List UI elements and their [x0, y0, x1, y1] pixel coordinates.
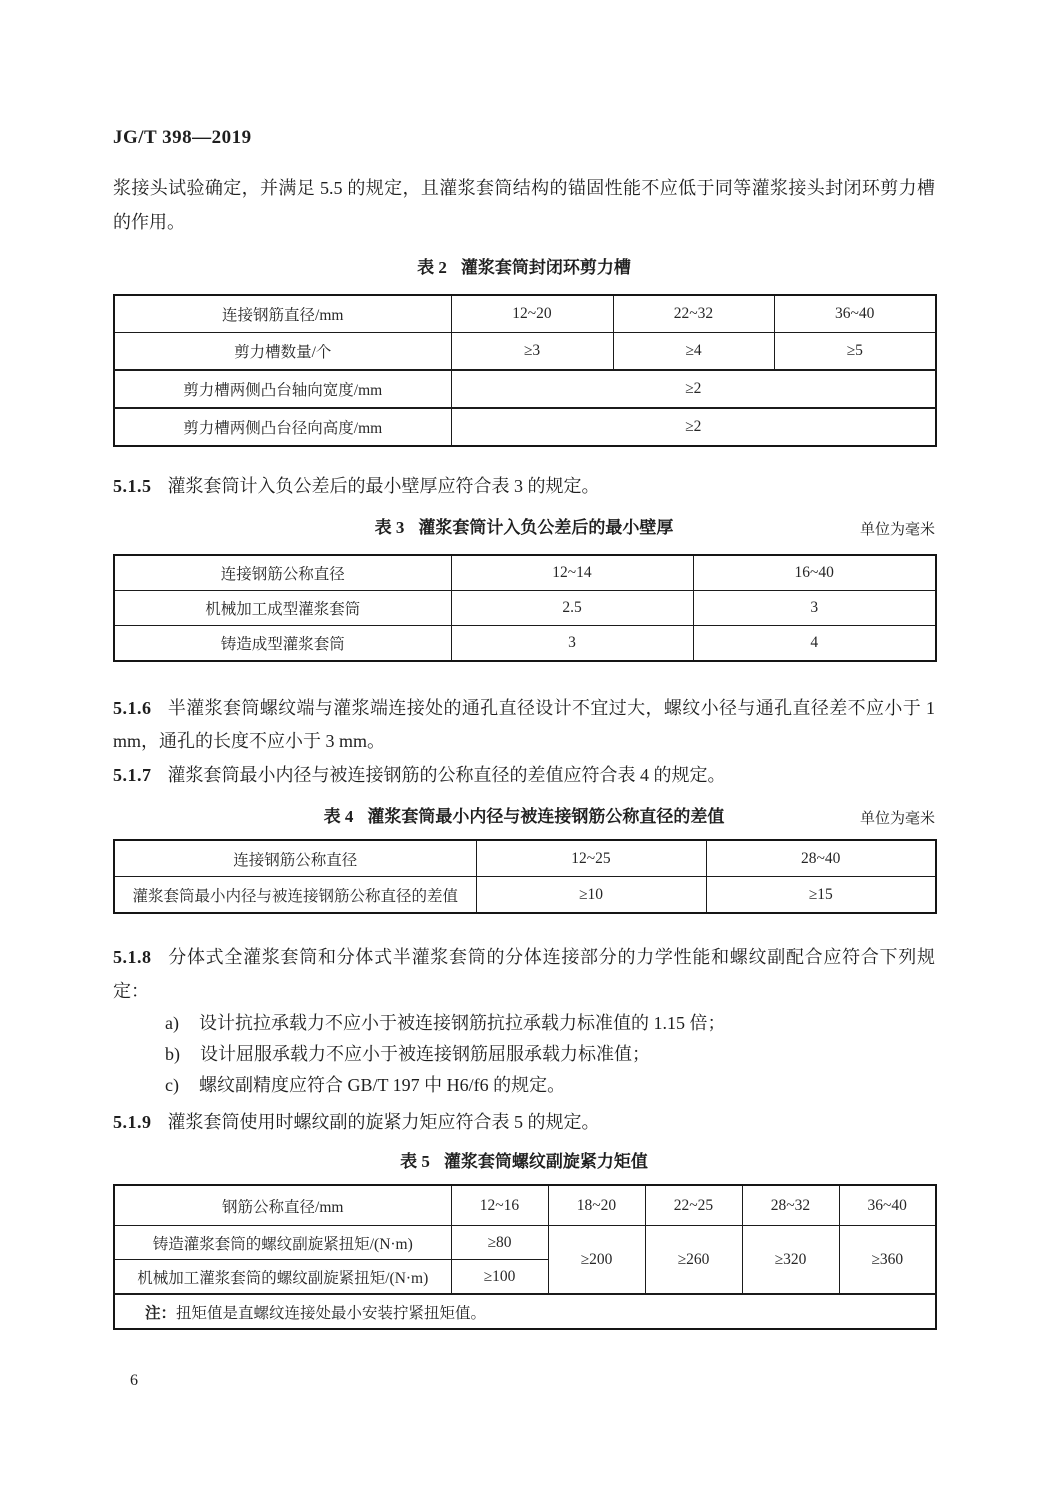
- list-text: 螺纹副精度应符合 GB/T 197 中 H6/f6 的规定。: [198, 1075, 566, 1095]
- table2-caption-row: [113, 255, 935, 282]
- row-label-cell: 剪力槽两侧凸台轴向宽度/mm: [114, 370, 451, 408]
- row-label-cell: 剪力槽两侧凸台径向高度/mm: [114, 408, 451, 446]
- clause-5-1-6: [113, 692, 935, 758]
- list-text: 设计屈服承载力不应小于被连接钢筋屈服承载力标准值；: [200, 1044, 650, 1064]
- value-cell: 3: [451, 626, 693, 662]
- clause-5-1-8: [113, 940, 935, 1008]
- table4-label: 表 4: [323, 807, 354, 826]
- page-content: [113, 125, 935, 1330]
- note-text: 扭矩值是直螺纹连接处最小安装拧紧扭矩值。: [176, 1304, 487, 1322]
- standard-number-header: JG/T 398—2019: [113, 127, 252, 148]
- table4-caption-row: [113, 804, 935, 831]
- table4-diameter-difference: [113, 839, 937, 914]
- note-label: 注：: [145, 1304, 177, 1322]
- page-number: 6: [130, 1372, 138, 1389]
- table5-tightening-torque: [113, 1184, 937, 1330]
- clause-number: 5.1.8: [113, 947, 152, 967]
- table-row: [114, 877, 936, 914]
- row-label-cell: 铸造灌浆套筒的螺纹副旋紧扭矩/(N·m): [114, 1226, 451, 1260]
- table3-caption-row: [113, 515, 935, 542]
- row-label-cell: 铸造成型灌浆套筒: [114, 626, 451, 662]
- value-cell: ≥5: [774, 333, 936, 371]
- value-cell: ≥360: [839, 1226, 936, 1295]
- table5-label: 表 5: [400, 1152, 430, 1171]
- list-text: 设计抗拉承载力不应小于被连接钢筋抗拉承载力标准值的 1.15 倍；: [198, 1013, 726, 1033]
- table4-unit-note: 单位为毫米: [859, 811, 935, 827]
- value-cell: ≥3: [451, 333, 613, 371]
- table-row: [114, 370, 936, 408]
- value-cell: ≥200: [548, 1226, 645, 1295]
- table5-caption-row: [113, 1149, 935, 1176]
- clause-number: 5.1.5: [113, 476, 152, 496]
- clause-number: 5.1.6: [113, 698, 152, 718]
- table-note-cell: [114, 1294, 936, 1329]
- value-cell: 12~16: [451, 1185, 548, 1226]
- value-cell: 18~20: [548, 1185, 645, 1226]
- row-label-cell: 灌浆套筒最小内径与被连接钢筋公称直径的差值: [114, 877, 476, 914]
- table3-unit-note: 单位为毫米: [859, 522, 935, 538]
- value-cell: ≥100: [451, 1260, 548, 1295]
- value-cell: 22~32: [613, 295, 774, 333]
- value-cell: 36~40: [839, 1185, 936, 1226]
- row-label-cell: 机械加工成型灌浆套筒: [114, 591, 451, 626]
- row-label-cell: 钢筋公称直径/mm: [114, 1185, 451, 1226]
- table-row: [114, 408, 936, 446]
- value-cell: 2.5: [451, 591, 693, 626]
- table-row: [114, 626, 936, 662]
- table-note-row: [114, 1294, 936, 1329]
- table-row: [114, 840, 936, 877]
- value-cell: 28~32: [742, 1185, 839, 1226]
- value-cell: ≥2: [451, 370, 936, 408]
- value-cell: ≥2: [451, 408, 936, 446]
- table-row: [114, 333, 936, 371]
- value-cell: ≥80: [451, 1226, 548, 1260]
- clause-text: 分体式全灌浆套筒和分体式半灌浆套筒的分体连接部分的力学性能和螺纹副配合应符合下列规定：: [113, 947, 935, 1001]
- table4-caption: [324, 807, 725, 826]
- clause-text: 半灌浆套筒螺纹端与灌浆端连接处的通孔直径设计不宜过大，螺纹小径与通孔直径差不应小于 1 mm，通孔的长度不应小于 3 mm。: [113, 698, 935, 751]
- value-cell: ≥10: [476, 877, 706, 914]
- list-marker: a): [165, 1013, 179, 1033]
- value-cell: 12~14: [451, 555, 693, 591]
- clause-text: 灌浆套筒最小内径与被连接钢筋的公称直径的差值应符合表 4 的规定。: [167, 765, 726, 785]
- value-cell: ≥15: [706, 877, 936, 914]
- list-marker: b): [165, 1044, 180, 1064]
- table5-title: 灌浆套筒螺纹副旋紧力矩值: [443, 1152, 648, 1171]
- value-cell: 36~40: [774, 295, 936, 333]
- value-cell: ≥320: [742, 1226, 839, 1295]
- table3-title: 灌浆套筒计入负公差后的最小壁厚: [418, 518, 674, 537]
- table2-title: 灌浆套筒封闭环剪力槽: [460, 258, 631, 277]
- table5-caption: [400, 1152, 648, 1171]
- row-label-cell: 连接钢筋直径/mm: [114, 295, 451, 333]
- clause-5-1-9: [113, 1105, 935, 1139]
- list-item: [113, 1039, 935, 1070]
- table-row: [114, 1185, 936, 1226]
- clause-5-1-5: [113, 469, 935, 503]
- table-row: [114, 1226, 936, 1260]
- clause-5-1-8-list: [113, 1008, 935, 1101]
- row-label-cell: 连接钢筋公称直径: [114, 840, 476, 877]
- row-label-cell: 连接钢筋公称直径: [114, 555, 451, 591]
- table-row: [114, 591, 936, 626]
- table3-label: 表 3: [374, 518, 405, 537]
- row-label-cell: 机械加工灌浆套筒的螺纹副旋紧扭矩/(N·m): [114, 1260, 451, 1295]
- row-label-cell: 剪力槽数量/个: [114, 333, 451, 371]
- table4-title: 灌浆套筒最小内径与被连接钢筋公称直径的差值: [367, 807, 725, 826]
- table3-caption: [375, 518, 674, 537]
- table2-shear-grooves: [113, 294, 937, 447]
- clause-text: 灌浆套筒计入负公差后的最小壁厚应符合表 3 的规定。: [167, 476, 600, 496]
- table-row: [114, 295, 936, 333]
- value-cell: 12~25: [476, 840, 706, 877]
- value-cell: 3: [693, 591, 936, 626]
- clause-5-1-7: [113, 758, 935, 792]
- table2-caption: [417, 258, 631, 277]
- value-cell: 28~40: [706, 840, 936, 877]
- intro-paragraph: 浆接头试验确定，并满足 5.5 的规定，且灌浆套筒结构的锚固性能不应低于同等灌浆接头封闭环剪力槽的作用。: [113, 178, 935, 232]
- clause-number: 5.1.9: [113, 1112, 152, 1132]
- list-item: [113, 1008, 935, 1039]
- list-marker: c): [165, 1075, 179, 1095]
- clause-text: 灌浆套筒使用时螺纹副的旋紧力矩应符合表 5 的规定。: [167, 1112, 600, 1132]
- table-row: [114, 555, 936, 591]
- value-cell: 12~20: [451, 295, 613, 333]
- value-cell: ≥260: [645, 1226, 742, 1295]
- value-cell: 4: [693, 626, 936, 662]
- table2-label: 表 2: [417, 258, 447, 277]
- list-item: [113, 1070, 935, 1101]
- table3-min-wall-thickness: [113, 554, 937, 662]
- value-cell: ≥4: [613, 333, 774, 371]
- clause-number: 5.1.7: [113, 765, 152, 785]
- value-cell: 22~25: [645, 1185, 742, 1226]
- value-cell: 16~40: [693, 555, 936, 591]
